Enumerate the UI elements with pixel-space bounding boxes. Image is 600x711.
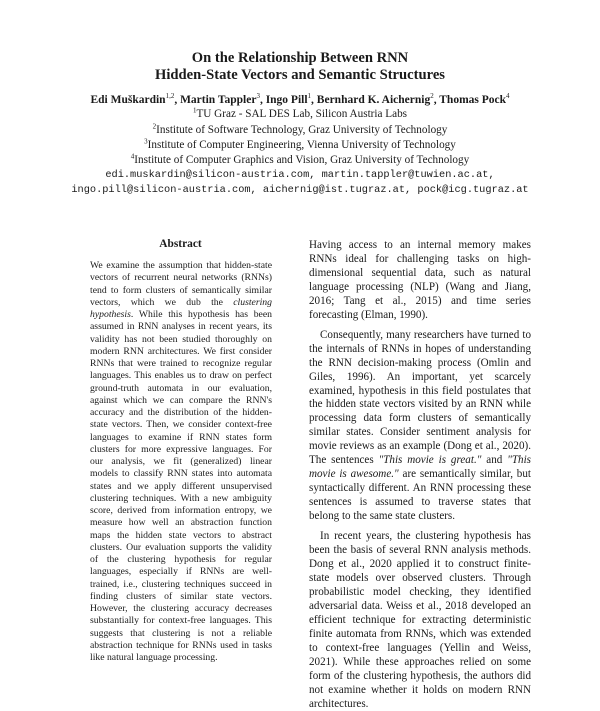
affiliation-1 [0, 108, 600, 121]
abstract-text-a: We examine the assumption that hidden-state vectors of recurrent neural networks (RNNs) tend to form clusters of semantically similar vectors, which we dub the [90, 260, 272, 308]
title-line-2: Hidden-State Vectors and Semantic Structures [155, 67, 445, 83]
author-name: Bernhard K. Aichernig [316, 94, 431, 106]
affiliation-3 [0, 139, 600, 152]
intro-paragraph-3: In recent years, the clustering hypothesis has been the basis of several RNN analysis methods. Dong et al., 2020 applied it to construct finite-state models over observed clusters. Through probabilistic model checking, they identified adversarial data. Weiss et al., 2018 developed an efficient technique for extracting deterministic finite automata from RNNs, which was extended to context-free languages (Yellin and Weiss, 2021). While these approaches relied on some form of the clustering hypothesis, the authors did not examine whether it holds on modern RNN architectures. [309, 530, 531, 710]
abstract-emph: clustering hypothesis [90, 296, 272, 320]
intro-quote-1: "This movie is great." [378, 454, 482, 467]
paper-title [0, 50, 600, 84]
affiliation-sup: 1 [192, 106, 197, 115]
intro-p2-text-a: Consequently, many researchers have turned to the internals of RNNs in hopes of understanding the RNN decision-making process (Omlin and Giles, 1996). An important, yet scarcely examined, hypothesis in this field postulates that the hidden state vectors visited by an RNN while processing data form clusters of semantically similar states. Consider sentiment analysis for movie reviews as an example (Dong et al., 2020). The sentences [309, 328, 531, 467]
intro-quote-2: "This movie is awesome." [309, 454, 531, 481]
author-list: Edi Muškardin$^{1,2}$, Martin Tappler$^3$, Ingo Pill$^1$, Bernhard K. Aichernig$^2$, Thomas Pock$^4$ [90, 92, 510, 106]
intro-p2-text-b: are semantically similar, but syntactically different. An RNN processing these sentences is assumed to traverse states that belong to the same state clusters. [309, 468, 531, 523]
intro-column [309, 239, 531, 710]
email-line-1: edi.muskardin@silicon-austria.com, martin.tappler@tuwien.ac.at, [105, 169, 495, 181]
affiliation-sup: 4 [130, 152, 135, 161]
author-name: Martin Tappler [180, 94, 257, 106]
author-sup: 4 [506, 92, 510, 101]
author-name: Ingo Pill [265, 94, 308, 106]
author-sup: 1 [307, 92, 312, 101]
abstract-body [90, 260, 272, 663]
affiliation-sup: 2 [152, 122, 157, 131]
abstract-text-b: . While this hypothesis has been assumed in RNN analyses in recent years, its validity has not been studied thoroughly on modern RNN architectures. We first consider RNNs that were trained to recognize regular languages. This enables us to draw on perfect ground-truth automata in our evaluation, against which we can compare the RNN's accuracy and the distribution of the hidden-state vectors. Then, we consider context-free languages to examine if RNN states form clusters for more expressive languages. For our analysis, we fit (generalized) linear models to classify RNN states into automata states and we apply different unsupervised clustering techniques. With a new ambiguity score, derived from information entropy, we measure how well an abstraction function maps the hidden state vectors to abstract clusters. Our evaluation supports the validity of the clustering hypothesis for regular languages, especially if RNNs are well-trained, i.e., clustering techniques succeed in finding clusters of similar state vectors. However, the clustering accuracy decreases substantially for context-free languages. This suggests that clustering is not a reliable abstraction technique for RNNs used in tasks like natural language processing. [90, 309, 272, 663]
author-name: Edi Muškardin [90, 94, 166, 106]
affiliation-text: Institute of Computer Graphics and Vision, Graz University of Technology [134, 154, 470, 166]
intro-paragraph-1: Having access to an internal memory makes RNNs ideal for challenging tasks on high-dimensional sequential data, such as natural language processing (NLP) (Wang and Jiang, 2016; Tang et al., 2015) and time series forecasting (Elman, 1990). [309, 239, 531, 321]
title-line-1: On the Relationship Between RNN [191, 50, 409, 66]
intro-paragraph-2 [309, 329, 531, 524]
author-sup: 2 [430, 92, 434, 101]
intro-p2-and: and [481, 454, 508, 467]
email-line-2: ingo.pill@silicon-austria.com, aichernig@ist.tugraz.at, pock@icg.tugraz.at [71, 184, 529, 196]
author-sup: 3 [256, 92, 260, 101]
affiliation-text: TU Graz - SAL DES Lab, Silicon Austria Labs [196, 108, 408, 120]
affiliation-4 [0, 154, 600, 167]
affiliation-sup: 3 [144, 137, 148, 146]
abstract-heading: Abstract [159, 238, 202, 250]
affiliation-text: Institute of Computer Engineering, Vienna University of Technology [147, 139, 456, 151]
author-sup: 1,2 [165, 92, 175, 101]
affiliation-text: Institute of Software Technology, Graz University of Technology [156, 124, 448, 136]
author-name: Thomas Pock [439, 94, 507, 106]
affiliation-2 [0, 124, 600, 137]
